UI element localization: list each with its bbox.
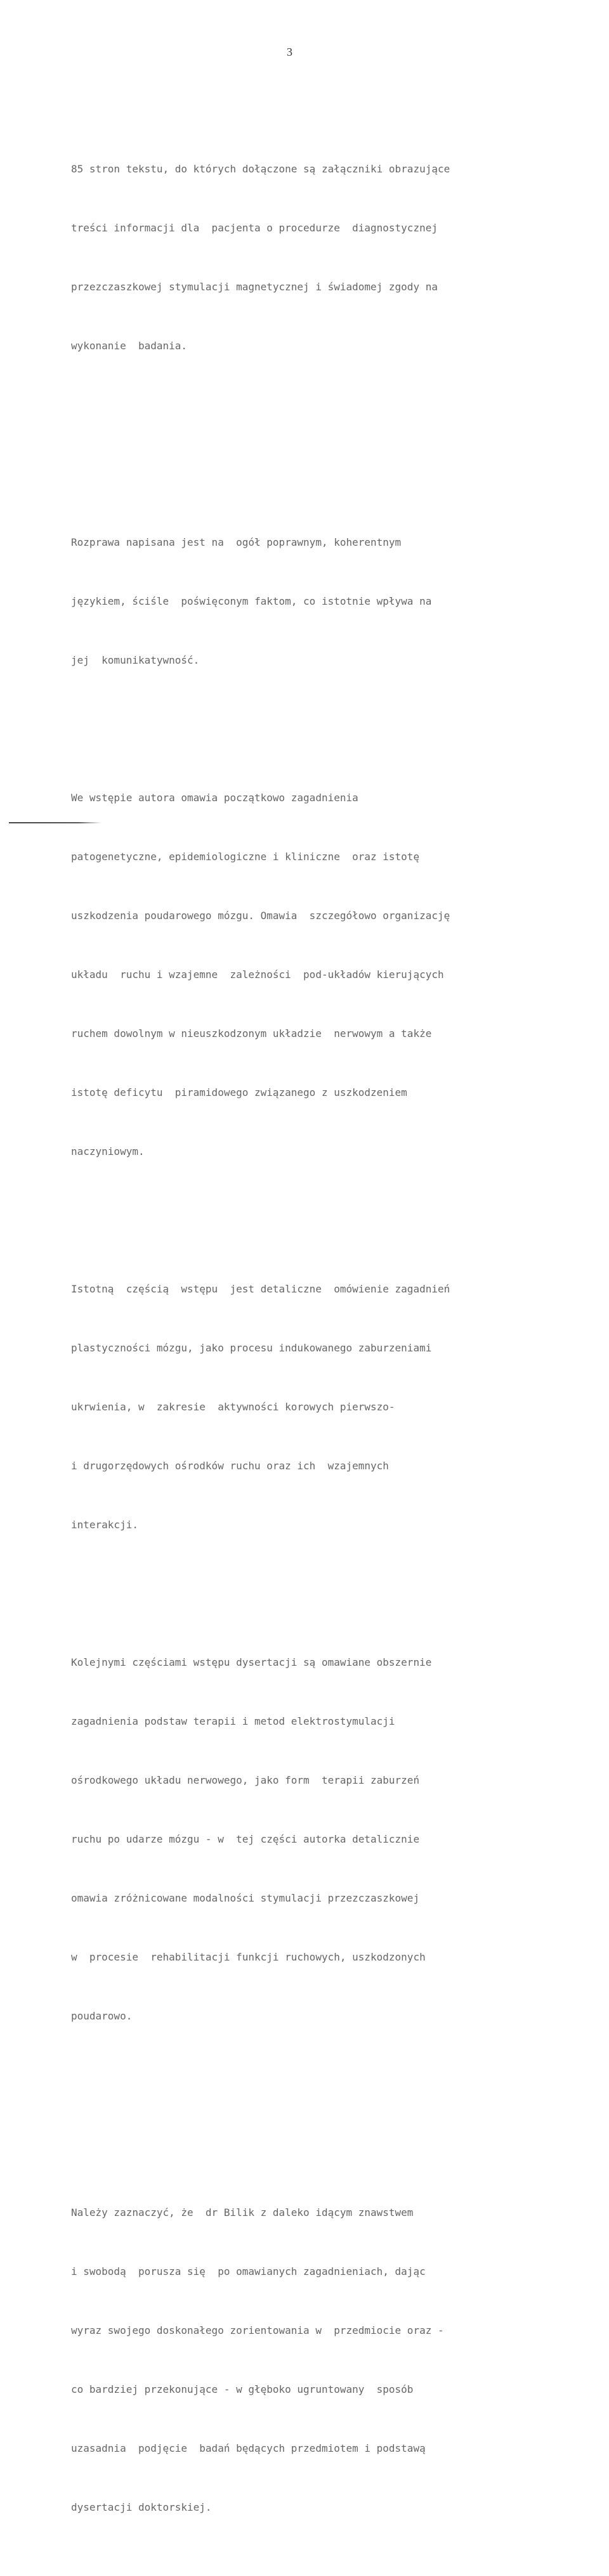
text-line: wyraz swojego doskonałego zorientowania w przedmiocie oraz -	[71, 2324, 444, 2336]
text-line: przezczaszkowej stymulacji magnetycznej i świadomej zgody na	[71, 281, 438, 293]
paragraph-2	[71, 493, 528, 709]
footnote-rule	[9, 822, 102, 823]
text-line: Kolejnymi częściami wstępu dysertacji są omawiane obszernie	[71, 1656, 432, 1668]
text-line: istotę deficytu piramidowego związanego z uszkodzeniem	[71, 1086, 407, 1098]
document-body	[71, 80, 528, 2576]
text-line: plastyczności mózgu, jako procesu indukowanego zaburzeniami	[71, 1342, 432, 1354]
text-line: Należy zaznaczyć, że dr Bilik z daleko idącym znawstwem	[71, 2206, 414, 2219]
page-number: 3	[287, 46, 292, 58]
text-line: w procesie rehabilitacji funkcji ruchowych, uszkodzonych	[71, 1951, 426, 1963]
text-line: Istotną częścią wstępu jest detaliczne omówienie zagadnień	[71, 1283, 450, 1295]
paragraph-6	[71, 2163, 528, 2556]
text-line: zagadnienia podstaw terapii i metod elektrostymulacji	[71, 1715, 395, 1727]
text-line: wykonanie badania.	[71, 340, 188, 352]
paragraph-gap	[71, 434, 528, 454]
paragraph-4	[71, 1240, 528, 1574]
text-line: jej komunikatywność.	[71, 654, 200, 666]
text-line: i swobodą porusza się po omawianych zagadnieniach, dając	[71, 2265, 426, 2277]
text-line: We wstępie autora omawia początkowo zagadnienia	[71, 792, 358, 804]
text-line: ukrwienia, w zakresie aktywności korowych pierwszo-	[71, 1401, 395, 1413]
text-line: interakcji.	[71, 1519, 138, 1531]
paragraph-5	[71, 1613, 528, 2065]
text-line: i drugorzędowych ośrodków ruchu oraz ich wzajemnych	[71, 1460, 389, 1472]
text-line: patogenetyczne, epidemiologiczne i kliniczne oraz istotę	[71, 851, 420, 863]
text-line: ruchem dowolnym w nieuszkodzonym układzie nerwowym a także	[71, 1027, 432, 1040]
paragraph-3	[71, 749, 528, 1201]
text-line: co bardziej przekonujące - w głęboko ugruntowany sposób	[71, 2383, 414, 2395]
paragraph-1	[71, 120, 528, 395]
text-line: układu ruchu i wzajemne zależności pod-układów kierujących	[71, 969, 444, 981]
paragraph-gap	[71, 2104, 528, 2124]
text-line: Rozprawa napisana jest na ogół poprawnym, koherentnym	[71, 536, 402, 548]
text-line: treści informacji dla pacjenta o procedurze diagnostycznej	[71, 222, 438, 234]
text-line: ruchu po udarze mózgu - w tej części autorka detalicznie	[71, 1833, 420, 1845]
text-line: ośrodkowego układu nerwowego, jako form terapii zaburzeń	[71, 1774, 420, 1786]
text-line: językiem, ściśle poświęconym faktom, co istotnie wpływa na	[71, 595, 432, 607]
text-line: poudarowo.	[71, 2010, 133, 2022]
text-line: uszkodzenia poudarowego mózgu. Omawia szczegółowo organizację	[71, 910, 450, 922]
text-line: naczyniowym.	[71, 1145, 145, 1157]
text-line: dysertacji doktorskiej.	[71, 2501, 212, 2513]
text-line: uzasadnia podjęcie badań będących przedmiotem i podstawą	[71, 2442, 426, 2454]
text-line: omawia zróżnicowane modalności stymulacji przezczaszkowej	[71, 1892, 420, 1904]
text-line: 85 stron tekstu, do których dołączone są załączniki obrazujące	[71, 163, 450, 175]
